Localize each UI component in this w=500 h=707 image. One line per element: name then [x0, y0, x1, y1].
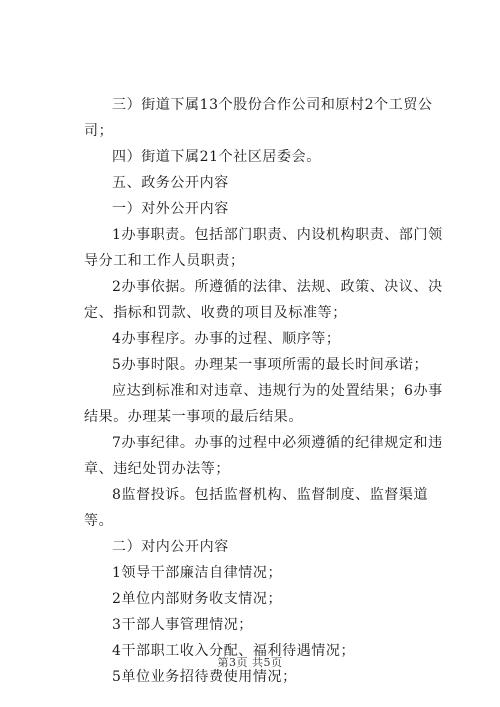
paragraph-hospitality: 5单位业务招待费使用情况； [112, 669, 297, 685]
paragraph-item-4: 四）街道下属21个社区居委会。 [112, 149, 321, 165]
section-heading-5: 五、政务公开内容 [112, 175, 229, 191]
paragraph-personnel: 3干部人事管理情况； [112, 617, 253, 633]
paragraph-finance: 2单位内部财务收支情况； [112, 591, 283, 607]
subsection-heading-external: 一）对外公开内容 [112, 201, 229, 217]
paragraph-item-3: 三）街道下属13个股份合作公司和原村2个工贸公司； [84, 97, 433, 139]
paragraph-discipline: 7办事纪律。办事的过程中必须遵循的纪律规定和违章、违纪处罚办法等； [84, 435, 443, 477]
paragraph-procedure: 4办事程序。办事的过程、顺序等； [112, 331, 341, 347]
document-body [84, 92, 444, 690]
paragraph-result: 应达到标准和对违章、违规行为的处置结果；6办事结果。办理某一事项的最后结果。 [84, 383, 443, 425]
paragraph-basis: 2办事依据。所遵循的法律、法规、政策、决议、决定、指标和罚款、收费的项目及标准等； [84, 279, 443, 321]
subsection-heading-internal: 二）对内公开内容 [112, 539, 229, 555]
page-footer: 第3页 共5页 [217, 656, 283, 669]
paragraph-time-limit: 5办事时限。办理某一事项所需的最长时间承诺； [112, 357, 429, 373]
paragraph-income: 4干部职工收入分配、福利待遇情况； [112, 643, 356, 659]
paragraph-complaint: 8监督投诉。包括监督机构、监督制度、监督渠道等。 [84, 487, 429, 529]
paragraph-duties: 1办事职责。包括部门职责、内设机构职责、部门领导分工和工作人员职责； [84, 227, 443, 269]
paragraph-integrity: 1领导干部廉洁自律情况； [112, 565, 283, 581]
